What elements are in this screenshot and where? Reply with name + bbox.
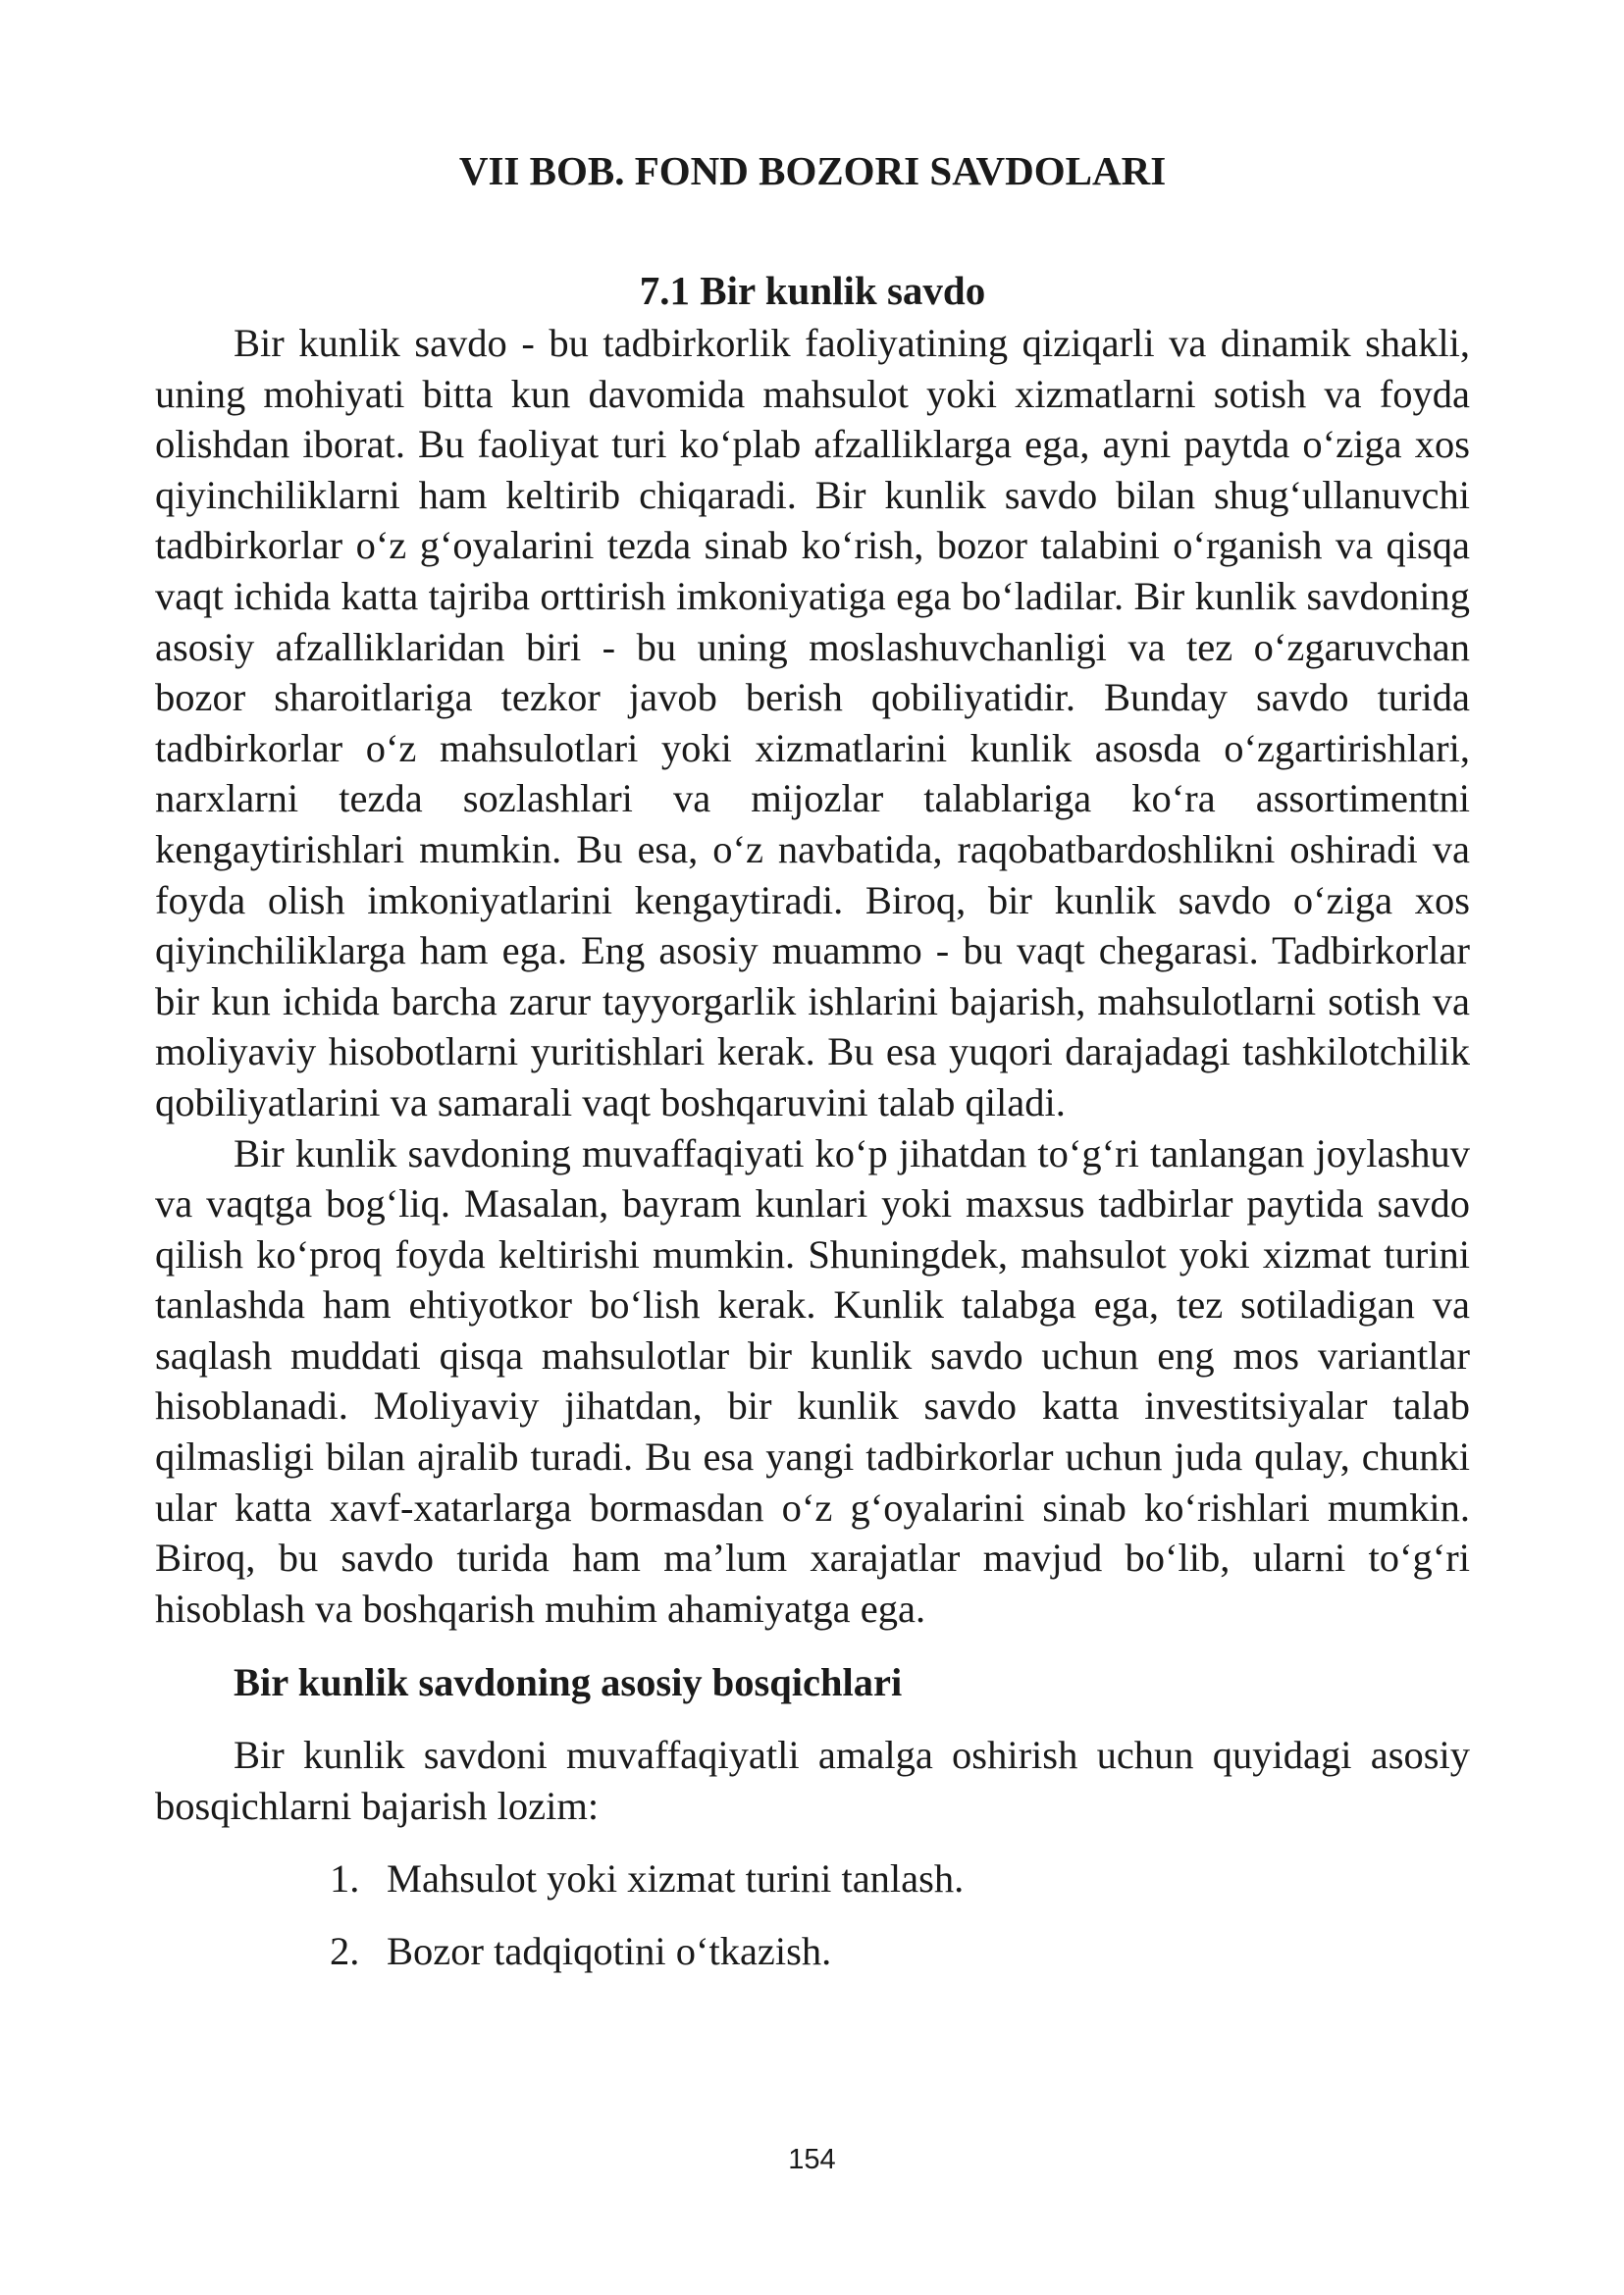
subheading: Bir kunlik savdoning asosiy bosqichlari [234,1660,903,1705]
steps-list [155,1853,1470,1977]
page-content [155,145,1470,1999]
list-item-text: Bozor tadqiqotini o‘tkazish. [387,1928,832,1973]
list-item-text: Mahsulot yoki xizmat turini tanlash. [387,1855,965,1901]
list-item [155,1926,1470,1977]
paragraph-2: Bir kunlik savdoning muvaffaqiyati ko‘p jihatdan to‘g‘ri tanlangan joylashuv va vaqtga bog‘liq. Masalan, bayram kunlari yoki maxsus tadbirlar paytida savdo qilish ko‘proq foyda keltirishi mumkin. Shuningdek, mahsulot yoki xizmat turini tanlashda ham ehtiyotkor bo‘lish kerak. Kunlik talabga ega, tez sotiladigan va saqlash muddati qisqa mahsulotlar bir kunlik savdo uchun eng mos variantlar hisoblanadi. Moliyaviy jihatdan, bir kunlik savdo katta investitsiyalar talab qilmasligi bilan ajralib turadi. Bu esa yangi tadbirkorlar uchun juda qulay, chunki ular katta xavf-xatarlarga bormasdan o‘z g‘oyalarini sinab ko‘rishlari mumkin. Biroq, bu savdo turida ham ma’lum xarajatlar mavjud bo‘lib, ularni to‘g‘ri hisoblash va boshqarish muhim ahamiyatga ega. [155,1130,1470,1631]
section-title: 7.1 Bir kunlik savdo [639,268,986,313]
list-item-number: 2. [330,1928,360,1973]
chapter-title: VII BOB. FOND BOZORI SAVDOLARI [458,148,1167,193]
page-number: 154 [788,2144,836,2175]
list-item [155,1853,1470,1904]
list-item-number: 1. [330,1855,360,1901]
paragraph-1: Bir kunlik savdo - bu tadbirkorlik faoliyatining qiziqarli va dinamik shakli, uning mohiyati bitta kun davomida mahsulot yoki xizmatlarni sotish va foyda olishdan iborat. Bu faoliyat turi ko‘plab afzalliklarga ega, ayni paytda o‘ziga xos qiyinchiliklarni ham keltirib chiqaradi. Bir kunlik savdo bilan shug‘ullanuvchi tadbirkorlar o‘z g‘oyalarini tezda sinab ko‘rish, bozor talabini o‘rganish va qisqa vaqt ichida katta tajriba orttirish imkoniyatiga ega bo‘ladilar. Bir kunlik savdoning asosiy afzalliklaridan biri - bu uning moslashuvchanligi va tez o‘zgaruvchan bozor sharoitlariga tezkor javob berish qobiliyatidir. Bunday savdo turida tadbirkorlar o‘z mahsulotlari yoki xizmatlarini kunlik asosda o‘zgartirishlari, narxlarni tezda sozlashlari va mijozlar talablariga ko‘ra assortimentni kengaytirishlari mumkin. Bu esa, o‘z navbatida, raqobatbardoshlikni oshiradi va foyda olish imkoniyatlarini kengaytiradi. Biroq, bir kunlik savdo o‘ziga xos qiyinchiliklarga ham ega. Eng asosiy muammo - bu vaqt chegarasi. Tadbirkorlar bir kun ichida barcha zarur tayyorgarlik ishlarini bajarish, mahsulotlarni sotish va moliyaviy hisobotlarni yuritishlari kerak. Bu esa yuqori darajadagi tashkilotchilik qobiliyatlarini va samarali vaqt boshqaruvini talab qiladi. [155,321,1470,1124]
intro-paragraph: Bir kunlik savdoni muvaffaqiyatli amalga oshirish uchun quyidagi asosiy bosqichlarni bajarish lozim: [155,1733,1470,1829]
